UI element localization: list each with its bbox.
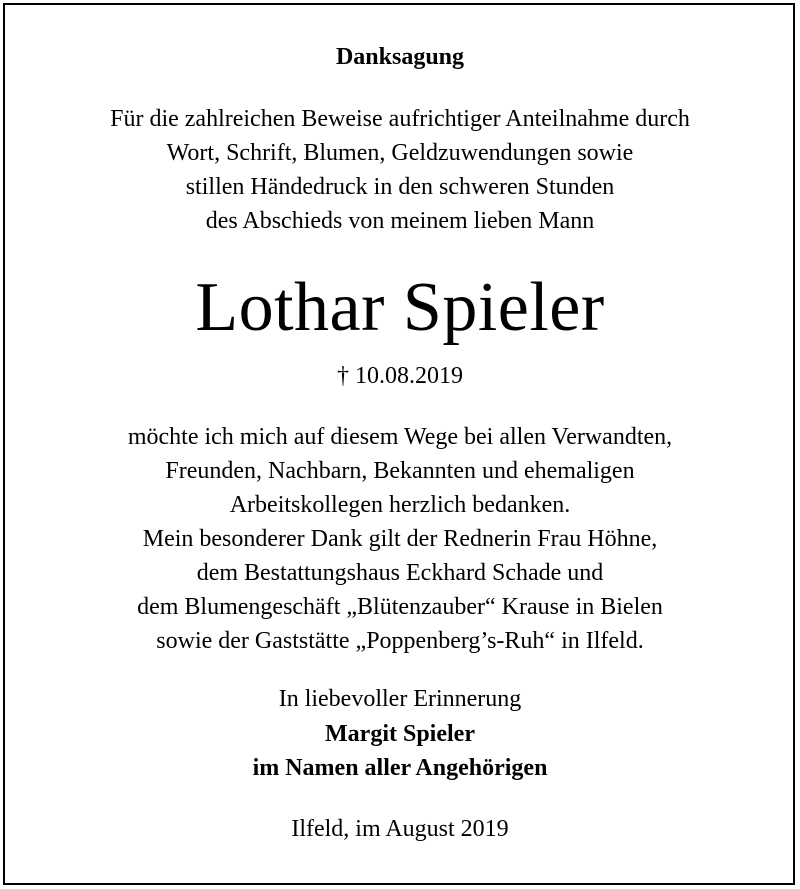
body-line: dem Blumengeschäft „Blütenzauber“ Krause in Bielen bbox=[137, 594, 663, 620]
body-line: dem Bestattungshaus Eckhard Schade und bbox=[196, 560, 604, 586]
intro-line: stillen Händedruck in den schweren Stunden bbox=[185, 174, 615, 200]
body-line: Arbeitskollegen herzlich bedanken. bbox=[229, 492, 571, 518]
signer-note: im Namen aller Angehörigen bbox=[252, 755, 548, 781]
place-date: Ilfeld, im August 2019 bbox=[291, 816, 509, 842]
death-date: † 10.08.2019 bbox=[337, 363, 463, 389]
intro-line: des Abschieds von meinem lieben Mann bbox=[205, 208, 595, 234]
intro-line: Für die zahlreichen Beweise aufrichtiger Anteilnahme durch bbox=[110, 106, 690, 132]
body-line: Freunden, Nachbarn, Bekannten und ehemaligen bbox=[165, 458, 635, 484]
closing: In liebevoller Erinnerung bbox=[278, 686, 522, 712]
deceased-name: Lothar Spieler bbox=[195, 269, 605, 346]
heading: Danksagung bbox=[335, 44, 465, 70]
signer-name: Margit Spieler bbox=[325, 721, 475, 747]
body-line: möchte ich mich auf diesem Wege bei allen Verwandten, bbox=[127, 424, 673, 450]
body-line: sowie der Gaststätte „Poppenberg’s-Ruh“ in Ilfeld. bbox=[156, 628, 644, 654]
body-line: Mein besonderer Dank gilt der Rednerin Frau Höhne, bbox=[142, 526, 658, 552]
intro-line: Wort, Schrift, Blumen, Geldzuwendungen sowie bbox=[166, 140, 634, 166]
